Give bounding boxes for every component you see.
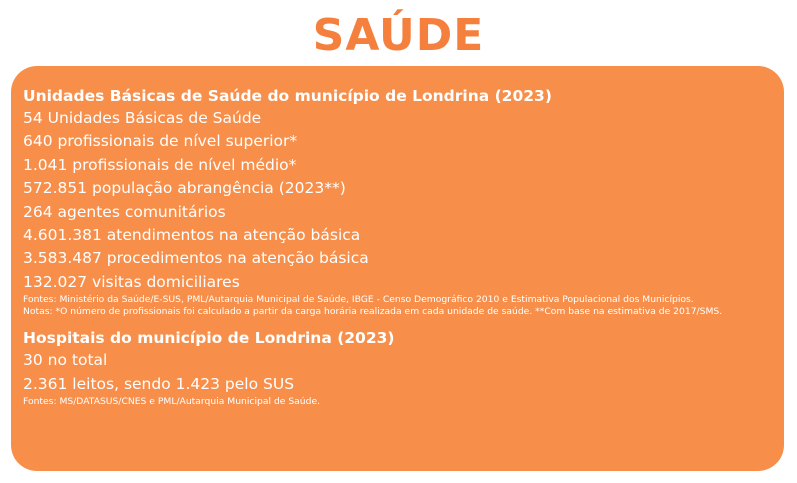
- hospitals-section: [23, 327, 772, 408]
- ubs-heading: Unidades Básicas de Saúde do município de Londrina (2023): [23, 87, 552, 105]
- hospitals-stat-total: 30 no total: [23, 351, 108, 370]
- ubs-stat-home-visits: 132.027 visitas domiciliares: [23, 272, 240, 291]
- hospitals-sources: Fontes: MS/DATASUS/CNES e PML/Autarquia Municipal de Saúde.: [23, 396, 321, 408]
- ubs-stat-population: 572.851 população abrangência (2023**): [23, 179, 346, 198]
- ubs-stat-appointments: 4.601.381 atendimentos na atenção básica: [23, 226, 361, 245]
- ubs-stat-community-agents: 264 agentes comunitários: [23, 202, 226, 221]
- ubs-stat-units: 54 Unidades Básicas de Saúde: [23, 109, 262, 127]
- ubs-sources: Fontes: Ministério da Saúde/E-SUS, PML/Autarquia Municipal de Saúde, IBGE - Censo Demográfico 2010 e Estimativa Populacional dos Municípios.: [23, 294, 694, 306]
- page-title: SAÚDE: [312, 10, 485, 61]
- health-info-card: [11, 66, 784, 471]
- ubs-notes: Notas: *O número de profissionais foi calculado a partir da carga horária realizada em cada unidade de saúde. **Com base na estimativa de 2017/SMS.: [23, 306, 723, 318]
- hospitals-stat-beds: 2.361 leitos, sendo 1.423 pelo SUS: [23, 374, 295, 393]
- ubs-section: [23, 85, 772, 318]
- ubs-stat-higher-professionals: 640 profissionais de nível superior*: [23, 132, 298, 151]
- hospitals-heading: Hospitais do município de Londrina (2023): [23, 329, 395, 348]
- ubs-stat-mid-professionals: 1.041 profissionais de nível médio*: [23, 155, 297, 174]
- ubs-stat-procedures: 3.583.487 procedimentos na atenção básica: [23, 249, 369, 268]
